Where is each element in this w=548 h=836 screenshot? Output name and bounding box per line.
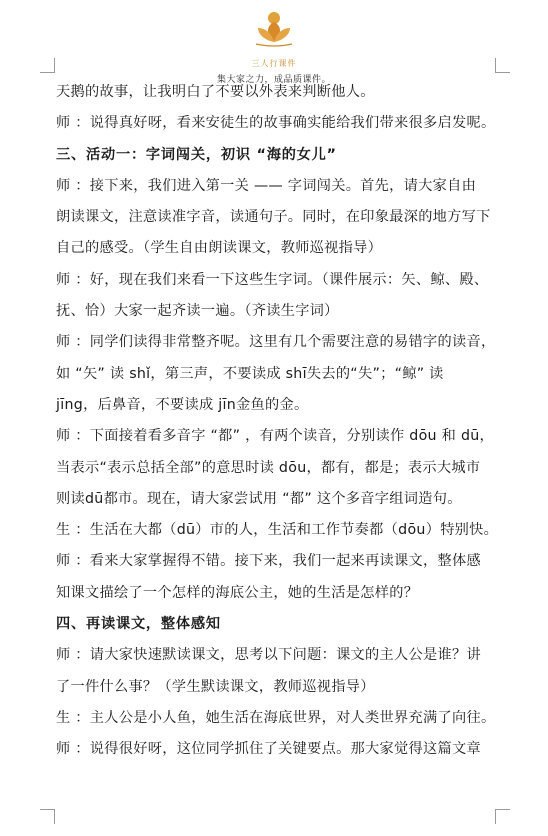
text-line: 师 ：说得很好呀，这位同学抓住了关键要点。那大家觉得这篇文章: [56, 741, 481, 758]
text-line: 抚、恰）大家一起齐读一遍。（齐读生字词）: [56, 303, 339, 320]
crop-mark-bottom-right: [495, 809, 510, 824]
text-line: 则读dū都市。现在，请大家尝试用 “都” 这个多音字组词造句。: [56, 490, 462, 507]
page-header: [0, 4, 548, 85]
text-line: 师 ：看来大家掌握得不错。接下来，我们一起来再读课文，整体感: [56, 553, 481, 570]
text-line: 如 “矢” 读 shǐ，第三声，不要读成 shī失去的“失”；“鲸” 读: [56, 365, 444, 382]
lotus-logo-icon: [244, 4, 304, 56]
text-line: 自己的感受。（学生自由朗读课文，教师巡视指导）: [56, 240, 383, 257]
text-line: 师 ：下面接着看多音字 “都” ，有两个读音，分别读作 dōu 和 dū，: [56, 428, 495, 445]
section-heading: 四、再读课文，整体感知: [56, 616, 221, 633]
text-line: 生 ：主人公是小人鱼，她生活在海底世界，对人类世界充满了向往。: [56, 709, 496, 726]
section-heading: 三、活动一：字词闯关，初识 “海的女儿”: [56, 146, 337, 163]
text-line: jīng，后鼻音，不要读成 jīn金鱼的金。: [56, 396, 309, 413]
text-line: 生 ：生活在大都（dū）市的人，生活和工作节奏都（dōu）特别快。: [56, 522, 499, 539]
text-line: 师 ：同学们读得非常整齐呢。这里有几个需要注意的易错字的读音，: [56, 334, 496, 351]
text-line: 了一件什么事？（学生默读课文，教师巡视指导）: [56, 678, 375, 695]
text-line: 师 ：接下来，我们进入第一关 —— 字词闯关。首先，请大家自由: [56, 177, 477, 194]
text-line: 朗读课文，注意读准字音，读通句子。同时，在印象最深的地方写下: [56, 209, 491, 226]
document-body: [56, 82, 502, 771]
crop-mark-bottom-left: [40, 809, 55, 824]
text-line: 师 ：请大家快速默读课文，思考以下问题：课文的主人公是谁？讲: [56, 647, 481, 664]
header-slogan: 集大家之力，成品质课件。: [216, 75, 331, 85]
text-line: 知课文描绘了一个怎样的海底公主，她的生活是怎样的？: [56, 584, 419, 601]
text-line: 当表示“表示总括全部”的意思时读 dōu，都有，都是；表示大城市: [56, 459, 481, 476]
text-line: 师 ：说得真好呀，看来安徒生的故事确实能给我们带来很多启发呢。: [56, 115, 496, 132]
logo-text: 三人行课件: [251, 59, 297, 68]
text-line: 师 ：好，现在我们来看一下这些生字词。（课件展示：矢、鲸、殿、: [56, 271, 489, 288]
text-line: 天鹅的故事，让我明白了不要以外表来判断他人。: [56, 84, 375, 100]
